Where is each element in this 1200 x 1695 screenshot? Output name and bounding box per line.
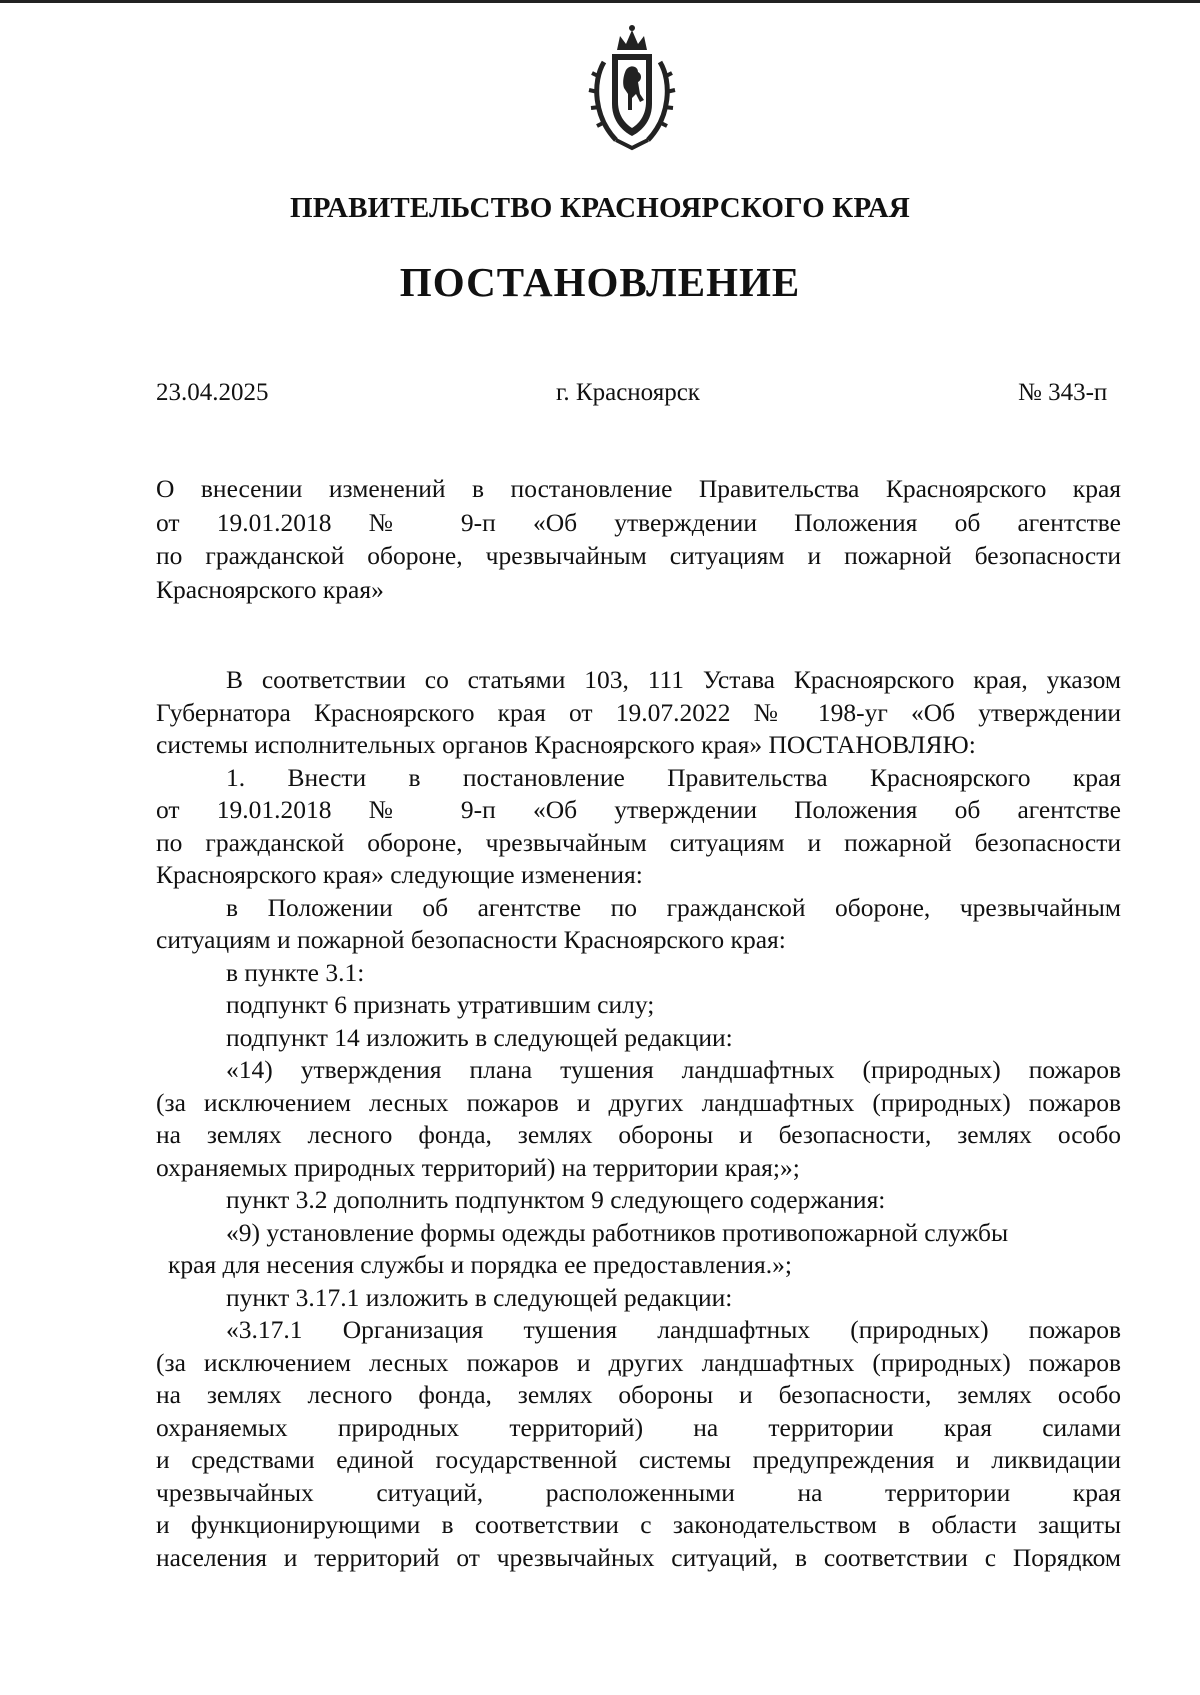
body-line: ситуациям и пожарной безопасности Красноярского края: <box>156 925 786 954</box>
body-line: охраняемых природных территорий) на территории края;»; <box>156 1152 800 1182</box>
body-line: Губернатора Красноярского края от 19.07.2022 № 198-уг «Об утверждении <box>156 697 1121 727</box>
body-line: и функционирующими в соответствии с законодательством в области защиты <box>156 1510 1121 1539</box>
body-line: подпункт 14 изложить в следующей редакции: <box>226 1022 733 1052</box>
body-line: края для несения службы и порядка ее предоставления.»; <box>168 1250 792 1279</box>
document-number: № 343-п <box>1018 379 1108 406</box>
body-line: 1. Внести в постановление Правительства Красноярского края <box>226 762 1121 792</box>
document-city: г. Красноярск <box>556 379 700 406</box>
body-line: пункт 3.17.1 изложить в следующей редакции: <box>226 1282 733 1312</box>
government-title: ПРАВИТЕЛЬСТВО КРАСНОЯРСКОГО КРАЯ <box>289 192 911 224</box>
subject-line: от 19.01.2018 № 9-п «Об утверждении Положения об агентстве <box>156 507 1121 537</box>
krasnoyarsk-coat-of-arms-icon <box>582 22 682 152</box>
body-line: в пункте 3.1: <box>226 957 365 987</box>
body-line: В соответствии со статьями 103, 111 Устава Красноярского края, указом <box>226 665 1121 694</box>
body-line: пункт 3.2 дополнить подпунктом 9 следующего содержания: <box>226 1185 886 1214</box>
document-subject <box>156 472 1121 606</box>
document-body <box>156 664 1121 1574</box>
body-line: «14) утверждения плана тушения ландшафтных (природных) пожаров <box>226 1055 1121 1084</box>
subject-line: по гражданской обороне, чрезвычайным ситуациям и пожарной безопасности <box>156 541 1121 570</box>
body-line: и средствами единой государственной системы предупреждения и ликвидации <box>156 1445 1121 1474</box>
body-line: в Положении об агентстве по гражданской обороне, чрезвычайным <box>226 892 1121 922</box>
body-line: чрезвычайных ситуаций, расположенными на территории края <box>156 1477 1121 1507</box>
body-line: на землях лесного фонда, землях обороны и безопасности, землях особо <box>156 1380 1121 1409</box>
body-line: населения и территорий от чрезвычайных ситуаций, в соответствии с Порядком <box>156 1542 1121 1572</box>
subject-line: Красноярского края» <box>156 574 384 604</box>
body-line: охраняемых природных территорий) на территории края силами <box>156 1412 1121 1442</box>
top-border <box>0 0 1200 3</box>
body-line: «3.17.1 Организация тушения ландшафтных (природных) пожаров <box>226 1315 1121 1344</box>
body-line: Красноярского края» следующие изменения: <box>156 860 643 889</box>
body-line: (за исключением лесных пожаров и других ландшафтных (природных) пожаров <box>156 1087 1121 1117</box>
body-line: от 19.01.2018 № 9-п «Об утверждении Положения об агентстве <box>156 795 1121 824</box>
body-line: «9) установление формы одежды работников противопожарной службы <box>226 1217 1009 1247</box>
body-line: подпункт 6 признать утратившим силу; <box>226 990 655 1019</box>
body-line: на землях лесного фонда, землях обороны и безопасности, землях особо <box>156 1120 1121 1149</box>
document-type-title: ПОСТАНОВЛЕНИЕ <box>399 259 801 305</box>
body-line: (за исключением лесных пожаров и других ландшафтных (природных) пожаров <box>156 1347 1121 1377</box>
body-line: системы исполнительных органов Красноярского края» ПОСТАНОВЛЯЮ: <box>156 730 976 759</box>
body-line: по гражданской обороне, чрезвычайным ситуациям и пожарной безопасности <box>156 827 1121 857</box>
document-date: 23.04.2025 <box>156 379 269 406</box>
subject-line: О внесении изменений в постановление Правительства Красноярского края <box>156 474 1121 503</box>
